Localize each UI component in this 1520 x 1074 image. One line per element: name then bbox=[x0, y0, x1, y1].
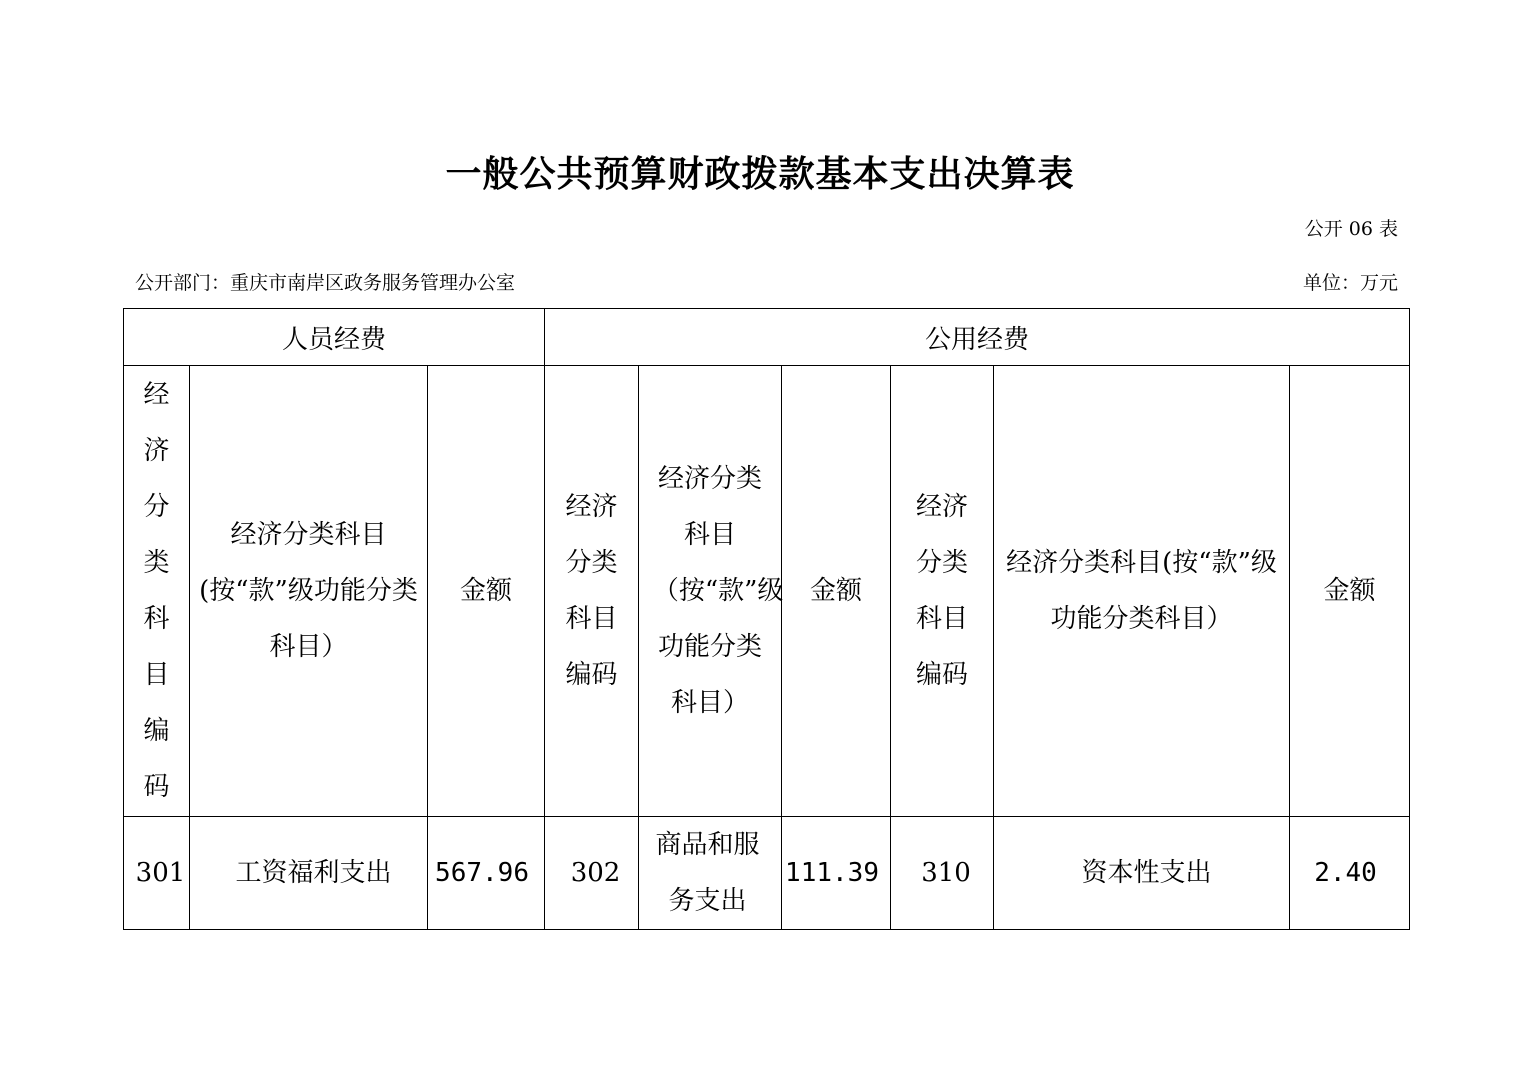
header-subject-capital: 经济分类科目(按“款”级功能分类科目） bbox=[994, 366, 1290, 817]
header-subject-goods-text: 经济分类科目（按“款”级功能分类科目） bbox=[652, 464, 784, 718]
page-title: 一般公共预算财政拨款基本支出决算表 bbox=[445, 154, 1075, 195]
unit-label: 单位：万元 bbox=[1302, 272, 1398, 294]
personnel-amount: 567.96 bbox=[428, 817, 545, 930]
header-amount-personnel: 金额 bbox=[428, 366, 545, 817]
header-subject-goods bbox=[639, 366, 782, 817]
table-row bbox=[124, 817, 1410, 930]
goods-amount: 111.39 bbox=[782, 817, 891, 930]
goods-subject-text: 商品和服务支出 bbox=[655, 830, 760, 916]
group-public: 公用经费 bbox=[545, 309, 1410, 366]
capital-code: 310 bbox=[891, 817, 994, 930]
capital-amount: 2.40 bbox=[1290, 817, 1410, 930]
header-code-text: 经济分类科目编码 bbox=[143, 380, 170, 802]
group-personnel: 人员经费 bbox=[124, 309, 545, 366]
department-label: 公开部门：重庆市南岸区政务服务管理办公室 bbox=[135, 272, 516, 294]
personnel-code: 301 bbox=[124, 817, 190, 930]
header-amount-capital: 金额 bbox=[1290, 366, 1410, 817]
header-amount-goods: 金额 bbox=[782, 366, 891, 817]
goods-code: 302 bbox=[545, 817, 639, 930]
header-code-goods bbox=[545, 366, 639, 817]
capital-subject: 资本性支出 bbox=[994, 817, 1290, 930]
personnel-subject: 工资福利支出 bbox=[190, 817, 428, 930]
header-code-capital bbox=[891, 366, 994, 817]
header-code-goods-text: 经济分类科目编码 bbox=[565, 492, 618, 690]
header-subject-personnel: 经济分类科目(按“款”级功能分类科目） bbox=[190, 366, 428, 817]
form-number: 公开 06 表 bbox=[1304, 218, 1398, 240]
goods-subject bbox=[639, 817, 782, 930]
header-code-capital-text: 经济分类科目编码 bbox=[916, 492, 969, 690]
header-code-personnel bbox=[124, 366, 190, 817]
column-header-row bbox=[124, 366, 1410, 817]
group-header-row bbox=[124, 309, 1410, 366]
budget-table bbox=[123, 308, 1410, 930]
